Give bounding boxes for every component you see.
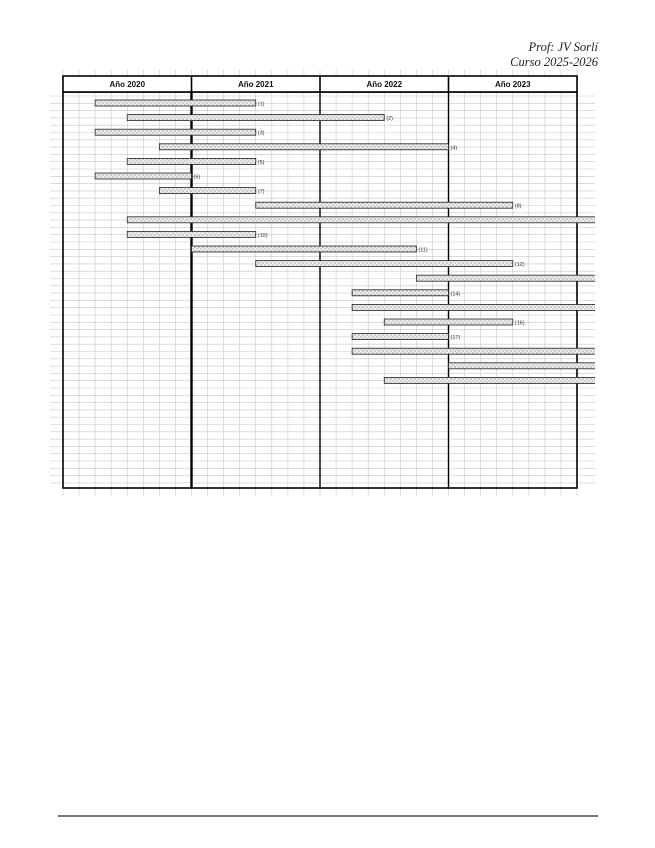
- task-bar: [95, 129, 256, 135]
- task-label: (12): [514, 262, 525, 269]
- task-label: (2): [386, 116, 393, 123]
- header: [510, 40, 598, 70]
- task-bar: [127, 231, 256, 237]
- year-label: Año 2021: [237, 80, 274, 89]
- task-bar: [384, 319, 513, 325]
- year-header: [63, 76, 577, 92]
- gantt-chart: [50, 70, 595, 500]
- task-bar: [127, 115, 384, 121]
- task-bar: [127, 158, 256, 164]
- year-label: Año 2020: [109, 80, 146, 89]
- task-bar: [256, 261, 513, 267]
- year-label: Año 2022: [366, 80, 403, 89]
- task-bar: [449, 363, 596, 369]
- task-bar: [256, 202, 513, 208]
- task-bar: [127, 217, 595, 223]
- course-year: Curso 2025-2026: [510, 55, 598, 69]
- task-bar: [159, 188, 255, 194]
- task-label: (3): [257, 130, 265, 137]
- task-label: (14): [450, 291, 461, 298]
- task-bar: [352, 348, 595, 354]
- task-bars: [95, 100, 595, 458]
- task-label: (6): [193, 174, 201, 181]
- professor-name: Prof: JV Sorlí: [528, 40, 598, 54]
- task-bar: [352, 334, 448, 340]
- task-label: (5): [257, 159, 265, 166]
- year-label: Año 2023: [494, 80, 531, 89]
- task-label: (4): [450, 145, 458, 152]
- task-bar: [352, 290, 448, 296]
- task-label: (1): [257, 101, 265, 108]
- task-bar: [192, 246, 417, 252]
- task-label: (16): [514, 320, 525, 327]
- task-bar: [384, 377, 595, 383]
- task-label: (8): [514, 203, 522, 210]
- task-bar: [416, 275, 595, 281]
- task-bar: [95, 100, 256, 106]
- task-label: (7): [257, 189, 265, 196]
- task-bar: [159, 144, 448, 150]
- task-label: (17): [450, 335, 461, 342]
- task-label: (11): [418, 247, 428, 254]
- footer-line: [58, 815, 598, 817]
- task-label: (10): [257, 232, 268, 239]
- task-bar: [95, 173, 191, 179]
- task-bar: [352, 304, 595, 310]
